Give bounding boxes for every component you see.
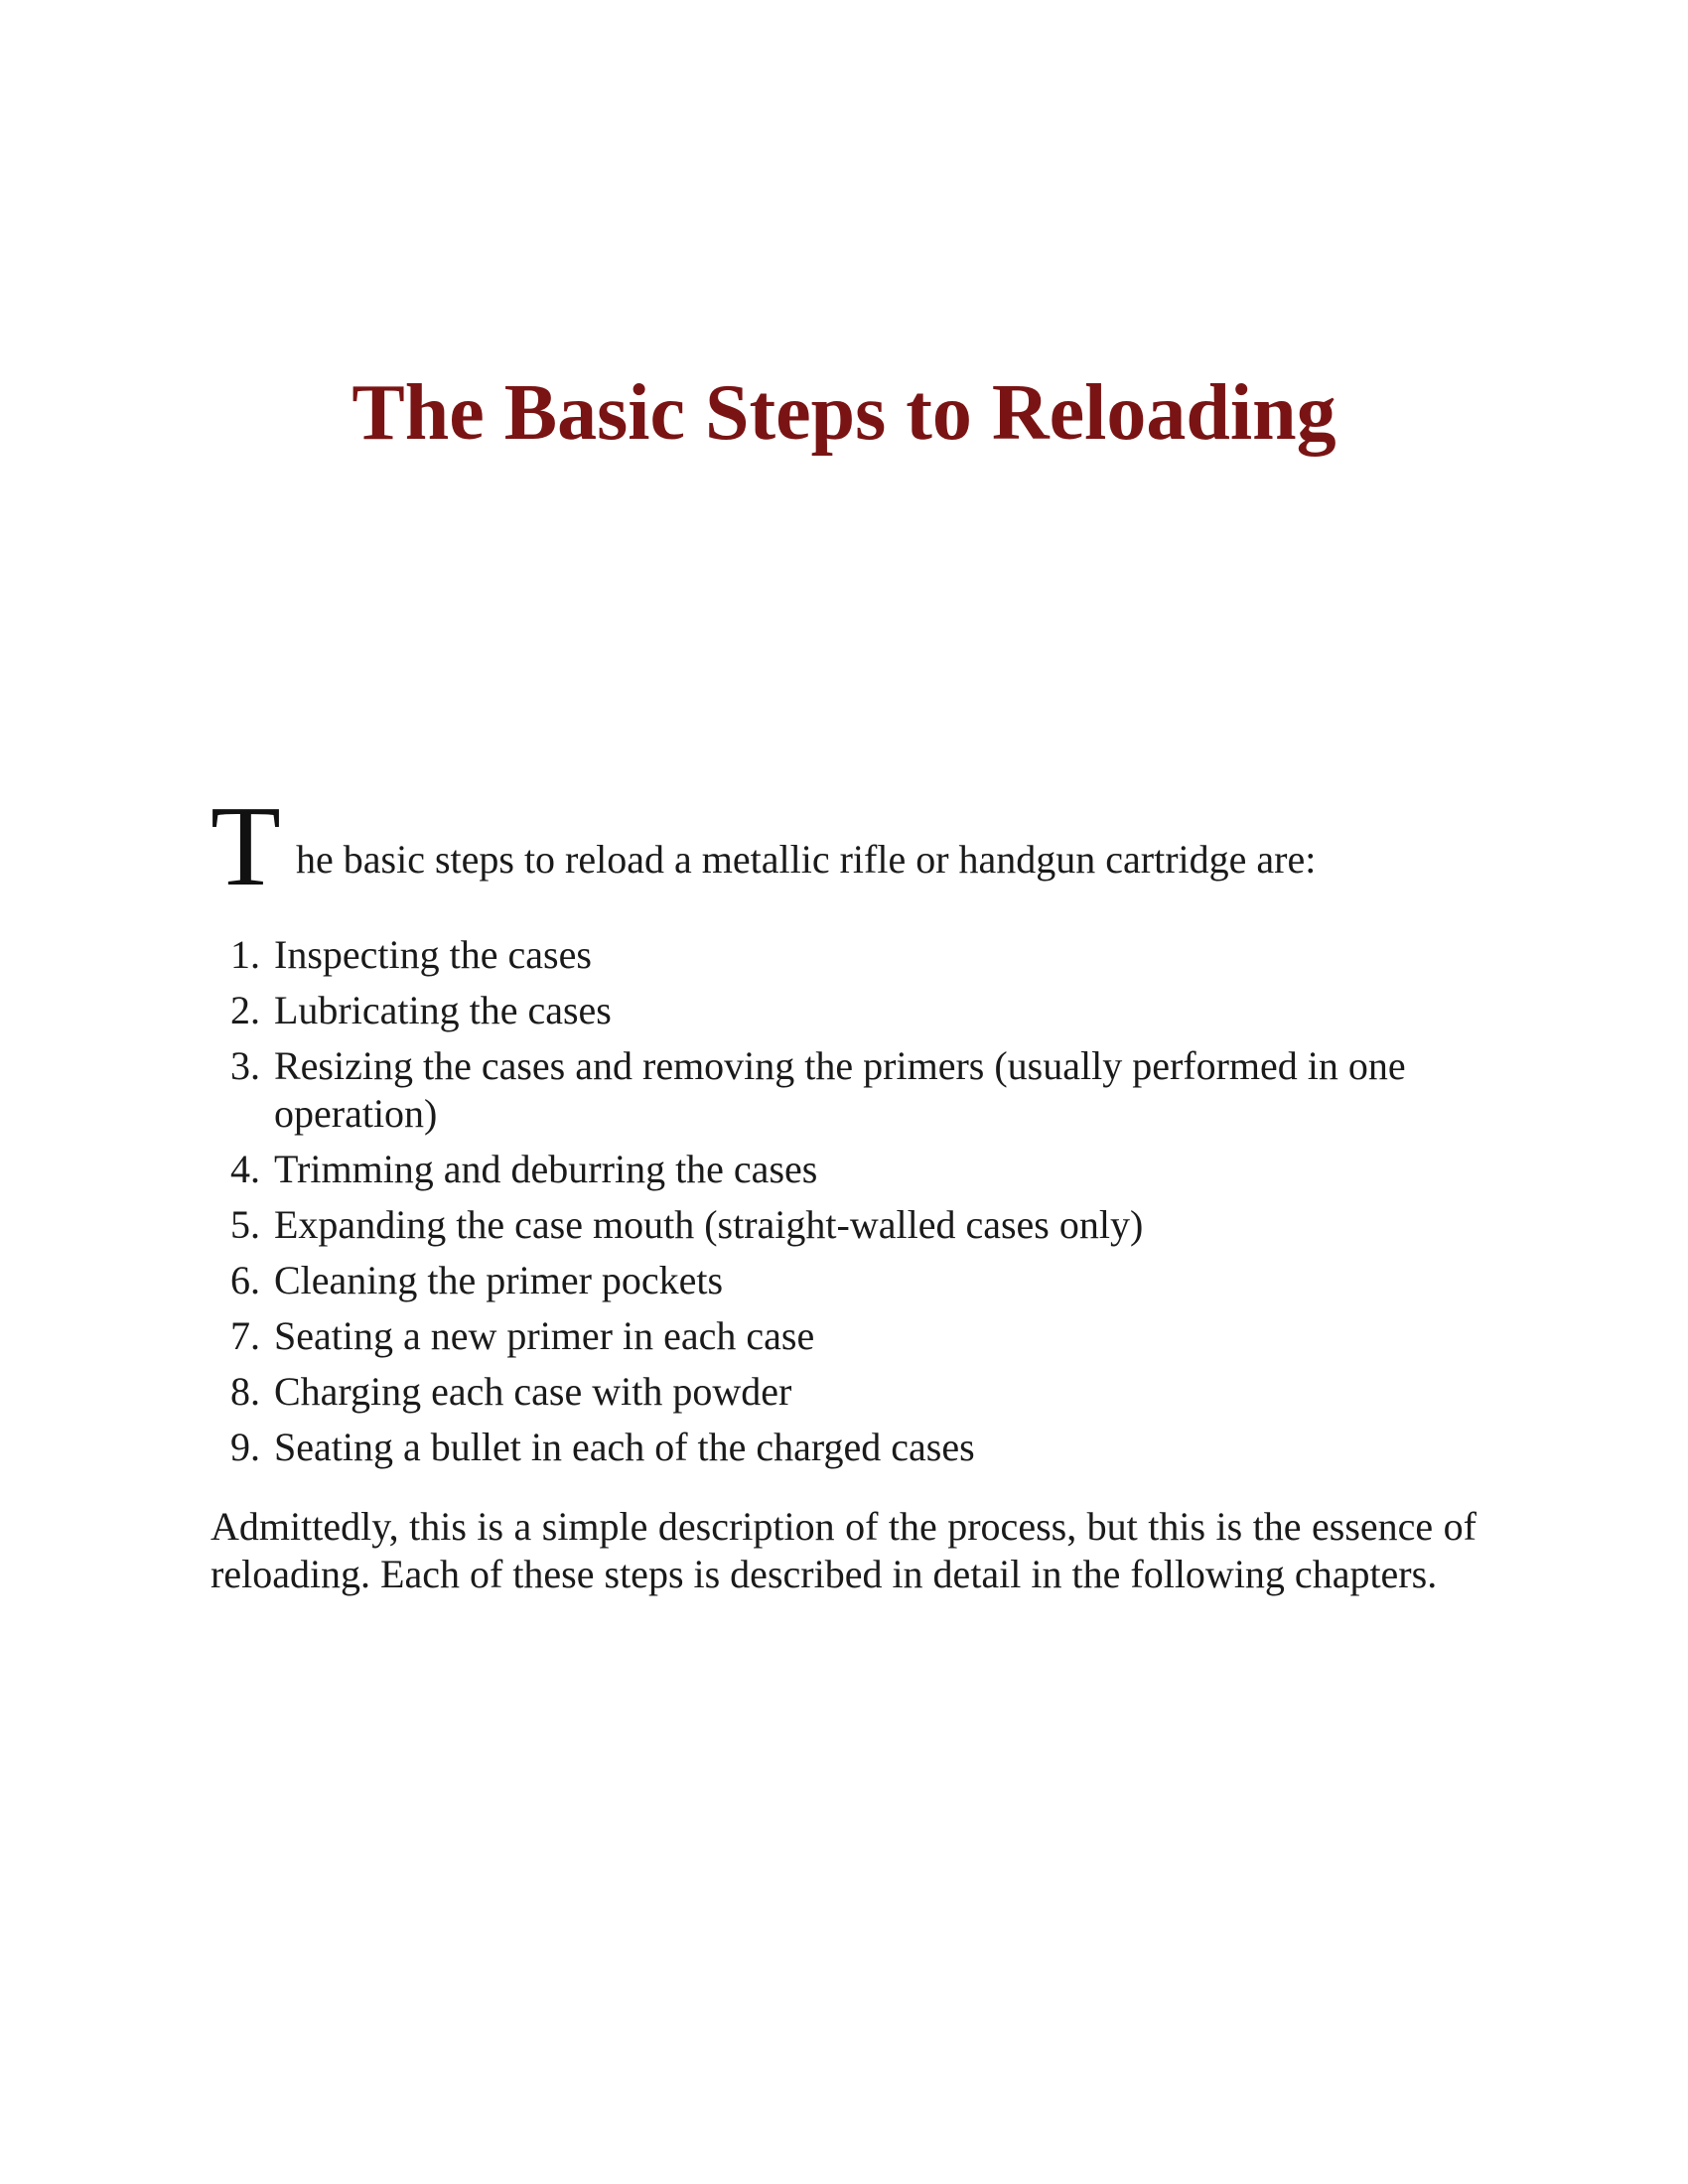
list-item [218, 1201, 1479, 1249]
step-text: Trimming and deburring the cases [274, 1147, 818, 1191]
list-item [218, 1368, 1479, 1416]
step-text: Resizing the cases and removing the primers (usually performed in one operation) [274, 1043, 1406, 1136]
drop-cap: T [211, 783, 281, 910]
step-number: 7. [230, 1313, 260, 1358]
page-title: The Basic Steps to Reloading [352, 369, 1336, 457]
list-item [218, 1312, 1479, 1360]
step-text: Seating a new primer in each case [274, 1313, 815, 1358]
step-number: 6. [230, 1258, 260, 1302]
list-item [218, 1257, 1479, 1304]
step-number: 4. [230, 1147, 260, 1191]
step-number: 9. [230, 1425, 260, 1469]
step-text: Cleaning the primer pockets [274, 1258, 724, 1302]
step-number: 8. [230, 1369, 260, 1414]
list-item [218, 931, 1479, 979]
step-number: 3. [230, 1043, 260, 1088]
step-text: Lubricating the cases [274, 988, 612, 1032]
intro-paragraph [211, 783, 1481, 910]
step-text: Expanding the case mouth (straight-walled cases only) [274, 1202, 1144, 1247]
closing-paragraph: Admittedly, this is a simple description of the process, but this is the essence of reloading. Each of these steps is described in detail in the following chapters. [211, 1504, 1477, 1596]
step-text: Seating a bullet in each of the charged cases [274, 1425, 975, 1469]
step-text: Charging each case with powder [274, 1369, 792, 1414]
step-text: Inspecting the cases [274, 932, 592, 977]
step-number: 2. [230, 988, 260, 1032]
list-item [218, 1042, 1479, 1138]
list-item [218, 1424, 1479, 1471]
steps-list [218, 931, 1479, 1479]
step-number: 1. [230, 932, 260, 977]
intro-text: he basic steps to reload a metallic rifle or handgun cartridge are: [296, 837, 1317, 882]
list-item [218, 1146, 1479, 1193]
list-item [218, 987, 1479, 1034]
step-number: 5. [230, 1202, 260, 1247]
